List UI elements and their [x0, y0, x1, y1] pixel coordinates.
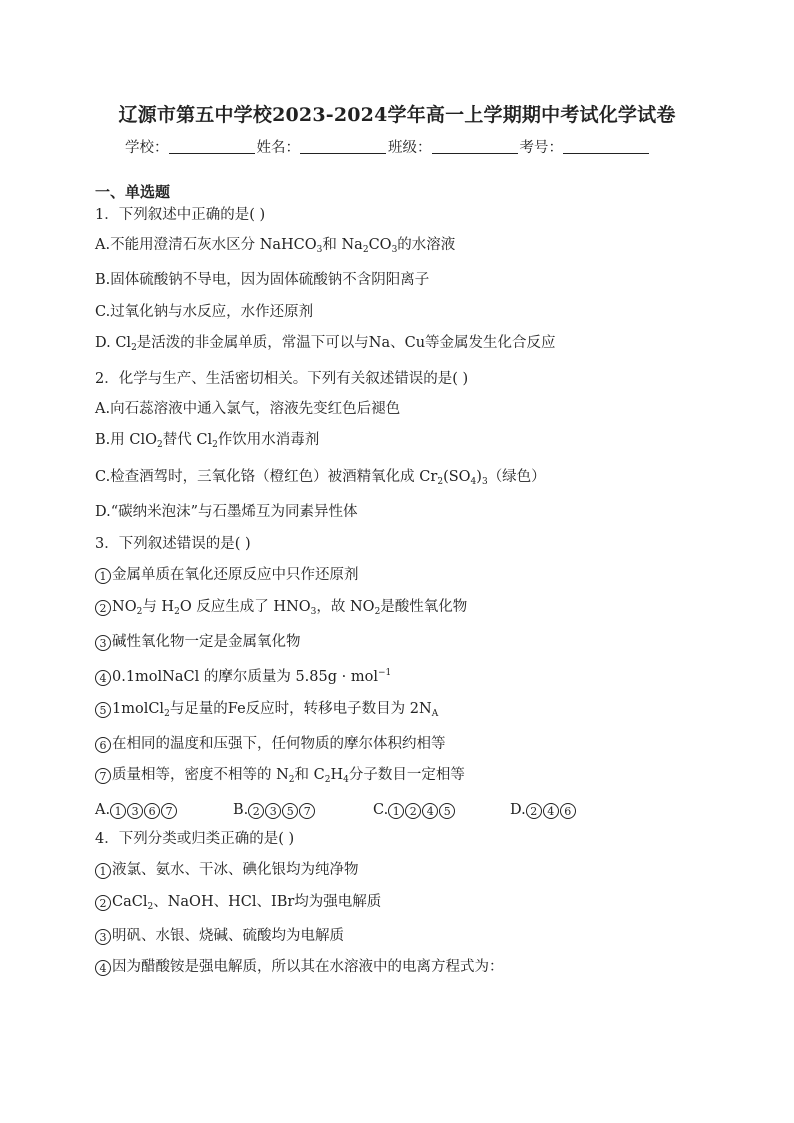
sub: 2	[362, 245, 369, 255]
q1-d-text: 是活泼的非金属单质，常温下可以与Na、Cu等金属发生化合反应	[136, 335, 556, 351]
sub: 2	[324, 775, 331, 785]
exam-title: 辽源市第五中学校2023-2024学年高一上学期期中考试化学试卷	[118, 104, 676, 126]
sub: 2	[164, 709, 170, 719]
sub: 3	[310, 607, 317, 617]
circled-number: 4	[422, 803, 438, 819]
sub: 4	[343, 775, 349, 785]
number-label: 考号：	[519, 140, 563, 156]
sub: 3	[316, 245, 323, 255]
q4-s1-text: 液氯、氨水、干冰、碘化银均为纯净物	[112, 862, 359, 878]
q2-option-a: A.向石蕊溶液中通入氯气，溶液先变红色后褪色	[95, 401, 401, 417]
circled-number: 2	[95, 600, 111, 616]
choice-letter: D.	[510, 802, 526, 818]
school-field	[125, 136, 257, 157]
school-label: 学校：	[125, 140, 169, 156]
q3-s5-text: 1molCl	[112, 701, 165, 717]
q2-c-text: (SO	[443, 469, 471, 485]
q1-d-text: D. Cl	[95, 335, 132, 351]
q3-choice-a[interactable]	[95, 801, 178, 819]
sub: 2	[374, 607, 381, 617]
q2-option-d: D.“碳纳米泡沫”与石墨烯互为同素异性体	[95, 504, 358, 520]
q2-b-text: B.用 ClO	[95, 432, 157, 448]
circled-number: 1	[110, 803, 126, 819]
q1-option-c: C.过氧化钠与水反应，水作还原剂	[95, 304, 314, 320]
q1-option-d	[95, 334, 556, 357]
sub: 3	[481, 477, 488, 487]
q2-b-text: 替代 Cl	[162, 432, 213, 448]
q4-statement-4	[95, 958, 504, 976]
q1-a-text: CO	[368, 237, 392, 253]
sub: 3	[391, 245, 398, 255]
student-info-row	[125, 136, 651, 157]
q3-statement-6	[95, 735, 446, 753]
choice-letter: B.	[233, 802, 249, 818]
choice-letter: A.	[95, 802, 111, 818]
q1-a-text: A.不能用澄清石灰水区分 NaHCO	[95, 237, 317, 253]
q1-option-b: B.固体硫酸钠不导电，因为固体硫酸钠不含阴阳离子	[95, 272, 430, 288]
sub: 2	[212, 440, 218, 450]
sup: −1	[377, 668, 392, 678]
q2-c-text: )	[476, 469, 482, 485]
circled-number: 7	[299, 803, 315, 819]
circled-number: 2	[526, 803, 542, 819]
class-label: 班级：	[388, 140, 432, 156]
name-field	[257, 136, 389, 157]
q3-s2-text: ，故 NO	[316, 599, 375, 615]
q3-s2-text: O 反应生成了 HNO	[179, 599, 311, 615]
circled-number: 6	[560, 803, 576, 819]
circled-number: 7	[95, 768, 111, 784]
q3-statement-1	[95, 566, 359, 584]
sub: 2	[136, 607, 143, 617]
circled-number: 3	[265, 803, 281, 819]
q1-option-a	[95, 236, 455, 259]
q3-s6-text: 在相同的温度和压强下，任何物质的摩尔体积约相等	[112, 736, 446, 752]
sub: 4	[470, 477, 477, 487]
q3-choice-d[interactable]	[510, 801, 577, 819]
circled-number: 5	[95, 702, 111, 718]
q3-s2-text: 与 H	[142, 599, 175, 615]
circled-number: 2	[248, 803, 264, 819]
section-heading: 一、单选题	[95, 183, 171, 201]
q2-c-text: C.检查酒驾时，三氧化铬（橙红色）被酒精氧化成 Cr	[95, 469, 438, 485]
q4-s2-text: CaCl	[112, 894, 148, 910]
q2-b-text: 作饮用水消毒剂	[217, 432, 320, 448]
sub: 2	[288, 775, 295, 785]
q4-s3-text: 明矾、水银、烧碱、硫酸均为电解质	[112, 928, 344, 944]
school-blank[interactable]	[169, 139, 255, 154]
q3-statement-7	[95, 766, 465, 789]
circled-number: 3	[95, 635, 111, 651]
circled-number: 3	[127, 803, 143, 819]
q3-s7-text: H	[330, 767, 344, 783]
circled-number: 4	[95, 960, 111, 976]
q3-stem: 3．下列叙述错误的是( )	[95, 536, 251, 552]
q3-choice-b[interactable]	[233, 801, 316, 819]
name-label: 姓名：	[256, 140, 300, 156]
q4-statement-1	[95, 861, 359, 879]
q4-s4-text: 因为醋酸铵是强电解质，所以其在水溶液中的电离方程式为：	[112, 959, 504, 975]
q2-option-b	[95, 431, 319, 454]
circled-number: 2	[405, 803, 421, 819]
q3-statement-5	[95, 700, 438, 723]
q3-statement-3	[95, 633, 301, 651]
circled-number: 4	[543, 803, 559, 819]
circled-number: 7	[161, 803, 177, 819]
circled-number: 6	[144, 803, 160, 819]
q1-a-text: 和 Na	[322, 237, 363, 253]
circled-number: 1	[95, 568, 111, 584]
q3-s5-text: 与足量的Fe反应时，转移电子数目为 2N	[169, 701, 432, 717]
sub: 2	[437, 477, 444, 487]
q3-s4-text: 0.1molNaCl 的摩尔质量为 5.85g · mol	[112, 669, 378, 685]
circled-number: 4	[95, 670, 111, 686]
q3-choice-c[interactable]	[373, 801, 456, 819]
q4-statement-3	[95, 927, 344, 945]
sub: A	[431, 709, 439, 719]
q2-stem: 2．化学与生产、生活密切相关。下列有关叙述错误的是( )	[95, 371, 469, 387]
q3-statement-4	[95, 664, 391, 686]
circled-number: 5	[282, 803, 298, 819]
sub: 2	[157, 440, 163, 450]
q3-s7-text: 和 C	[294, 767, 325, 783]
sub: 2	[131, 343, 137, 353]
q2-option-c	[95, 468, 546, 491]
number-field	[520, 136, 652, 157]
q2-c-text: （绿色）	[487, 469, 546, 485]
q3-s3-text: 碱性氧化物一定是金属氧化物	[112, 634, 301, 650]
q3-statement-2	[95, 598, 467, 621]
circled-number: 6	[95, 737, 111, 753]
circled-number: 1	[95, 863, 111, 879]
circled-number: 1	[388, 803, 404, 819]
q1-stem: 1．下列叙述中正确的是( )	[95, 207, 266, 223]
choice-letter: C.	[373, 802, 389, 818]
class-field	[388, 136, 520, 157]
q3-s2-text: NO	[112, 599, 137, 615]
q3-s7-text: 质量相等，密度不相等的 N	[112, 767, 289, 783]
q3-s7-text: 分子数目一定相等	[348, 767, 465, 783]
q3-s2-text: 是酸性氧化物	[380, 599, 468, 615]
number-blank[interactable]	[563, 139, 649, 154]
q4-s2-text: 、NaOH、HCl、IBr均为强电解质	[153, 894, 382, 910]
q4-statement-2	[95, 893, 381, 916]
sub: 2	[147, 902, 154, 912]
q4-stem: 4．下列分类或归类正确的是( )	[95, 831, 295, 847]
q1-a-text: 的水溶液	[397, 237, 456, 253]
circled-number: 2	[95, 895, 111, 911]
name-blank[interactable]	[300, 139, 386, 154]
sub: 2	[174, 607, 180, 617]
q3-answer-options	[95, 801, 695, 821]
circled-number: 3	[95, 929, 111, 945]
q3-s1-text: 金属单质在氧化还原反应中只作还原剂	[112, 567, 359, 583]
circled-number: 5	[439, 803, 455, 819]
class-blank[interactable]	[432, 139, 518, 154]
